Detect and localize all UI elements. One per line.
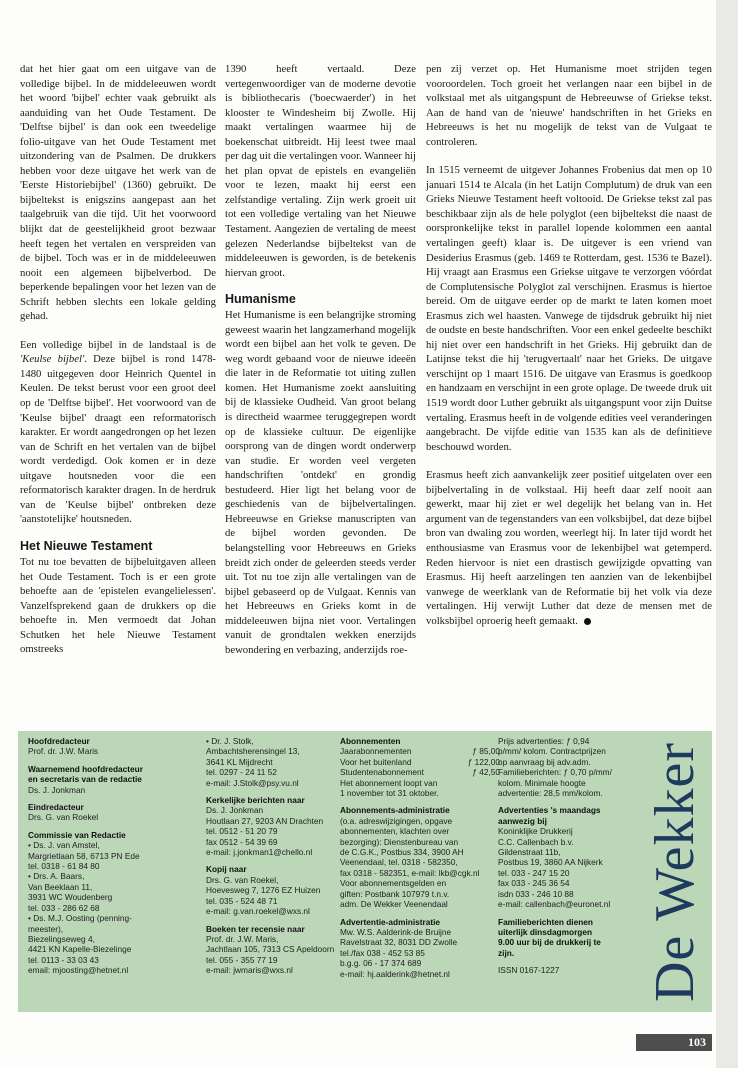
colophon-line: • Dr. J. Stolk, [206,736,254,746]
colophon-line: • Ds. M.J. Oosting (penning- [28,913,132,924]
colophon-line: fax 0512 - 54 39 69 [206,836,278,847]
article-column-1 [20,62,216,657]
colophon-heading: Waarnemend hoofdredacteur [28,763,143,774]
colophon-line: Veenendaal, tel. 0318 - 582350, [340,857,458,868]
colophon-line: Margrietlaan 58, 6713 PN Ede [28,850,140,861]
paragraph [20,338,216,527]
colophon-heading: Advertenties 's maandags [498,805,601,816]
colophon-line: b.g.g. 06 - 17 374 689 [340,958,422,969]
rate-row [340,746,500,756]
paragraph: In 1515 verneemt de uitgever Johannes Frobenius dat men op 10 januari 1514 te Alcala (in het Latijn Complutum) de druk van een Grieks Nieuwe Testament heeft voltooid. De Griekse tekst zal pas beschikbaar zijn als de hele polyglot (een bijbeltekst die naast de oorspronkelijke tekst in parallel lopende kolommen een aantal vertalingen geeft) klaar is. De uitgever is een vriend van Desiderius Erasmus (geb. 1469 te Rotterdam, gest. 1536 te Bazel). Hij vraagt aan Erasmus een Griekse uitgave te verzorgen vóórdat de Complutensische Polyglot zal verschijnen. Erasmus is hiertoe bereid. Om de uitgave eerder op de markt te laten komen moet Erasmus zich wel haasten. Vanwege de tijdsdruk gebruikt hij niet de oudste en beste handschriften. Voor een enkel gedeelte beschikt hij niet over een handschrift in het Grieks. Hij gebruikt dan de Latijnse tekst die hij 'terugvertaalt' naar het Grieks. De uitgave verschijnt op 1 maart 1516. De uitgave van Erasmus is goedkoop en handzaam en verschijnt in een grote oplage. De tweede druk uit 1519 wordt door Luther gebruikt als uitgangspunt voor zijn Duitse vertaling. Erasmus heeft in de volgende edities veel veranderingen aangebracht. De vijfde editie van 1535 kan als de definitieve beschouwd worden. [426,164,712,453]
end-mark-icon [584,618,591,625]
paragraph-text: . Deze bijbel is rond 1478-1480 uitgegeven door Heinrich Quentel in Keulen. De tekst berust voor een groot deel op de 'Delftse bijbel'. Het voorwoord van de 'Keulse bijbel' draagt een reformatorisch karakter. Er wordt aangedrongen op het lezen van de Schrift en het vertalen van de bijbel wordt verdedigd. Ook komen er in deze uitgave houtsneden voor die een reformatorisch karakter dragen. In de herdruk van de 'Keulse bijbel' ontbreken deze 'aanstotelijke' houtsneden. [20,353,216,526]
colophon-lines [498,736,638,798]
colophon-notice [498,917,638,959]
colophon-line: de C.G.K., Postbus 334, 3900 AH [340,847,464,858]
colophon-heading: Kerkelijke berichten naar [206,795,305,806]
rate-price: ƒ 122,00 [467,756,500,767]
article-column-3 [426,62,712,628]
colophon-heading: aanwezig bij [498,815,547,826]
colophon-line: isdn 033 - 246 10 88 [498,888,574,899]
colophon-line: Postbus 19, 3860 AA Nijkerk [498,857,603,868]
colophon-line: kolom. Minimale hoogte [498,777,586,788]
rate-price: ƒ 85,00 [472,746,500,757]
rate-price: ƒ 42,50 [472,767,500,778]
colophon-line: Biezelingseweg 4, [28,933,95,944]
colophon-line: op aanvraag bij adv.adm. [498,756,591,767]
colophon-line: email: mjoosting@hetnet.nl [28,965,129,976]
rate-row [340,757,500,767]
colophon-line: advertentie: 28,5 mm/kolom. [498,788,603,799]
colophon-heading: Hoofdredacteur [28,736,90,746]
paragraph-text: Erasmus heeft zich aanvankelijk zeer positief uitgelaten over een bijbelvertaling in de volkstaal. Hij heeft daar zelf nooit aan gewerkt, maar hij ziet er wel degelijk het belang van in. Het argument van de tegenstanders van een volksbijbel, dat deze bijbel bron van dwaling zou worden, weerlegt hij. In later tijd wordt het enthousiasme van Erasmus voor de lekenbijbel wat getemperd. Reden hiervoor is niet een drastisch gewijzigde opvatting van Erasmus. Hij heeft aarzelingen ten aanzien van de lekenbijbel vanwege de weerklank van de Reformatie bij het volk via deze vertalingen. Hij verwijt Luther dat deze de mensen met de volksbijbel oproerig heeft gemaakt. [426,469,712,627]
colophon-line: Koninklijke Drukkerij [498,826,573,837]
colophon-line: Jachtlaan 105, 7313 CS Apeldoorn [206,944,335,955]
rate-row [340,767,500,777]
colophon-line: tel./fax 038 - 452 53 85 [340,947,425,958]
colophon-line: C.C. Callenbach b.v. [498,836,574,847]
colophon-line: Van Beeklaan 11, [28,881,93,892]
colophon-line: tel. 035 - 524 48 71 [206,895,278,906]
colophon-box [18,731,712,1012]
colophon-line: tel. 033 - 247 15 20 [498,867,570,878]
colophon-line: fax 0318 - 582351, e-mail: lkb@cgk.nl [340,867,480,878]
colophon-heading: Abonnementen [340,736,401,746]
colophon-line: (o.a. adreswijzigingen, opgave [340,815,453,826]
colophon-lines [340,816,500,910]
colophon-line: 3641 KL Mijdrecht [206,756,273,767]
colophon-lines [206,934,348,976]
subscription-rates [340,746,500,777]
colophon-line: Drs. G. van Roekel, [206,874,279,885]
colophon-line: giften: Postbank 107979 t.n.v. [340,888,450,899]
colophon-column-subscriptions [340,736,500,979]
page-number-bar [636,1034,712,1051]
colophon-line: Familieberichten dienen [498,916,593,927]
colophon-line: e-mail: callenbach@euronet.nl [498,899,611,910]
colophon-line: bezorging): Dienstenbureau van [340,836,459,847]
colophon-line: p/mm/ kolom. Contractprijzen [498,746,606,757]
colophon-line: Prijs advertenties: ƒ 0,94 [498,736,590,746]
colophon-line: uiterlijk dinsdagmorgen [498,926,593,937]
colophon-lines [206,805,348,857]
colophon-line: Ds. J. Jonkman [206,805,264,816]
colophon-line: tel. 0512 - 51 20 79 [206,826,278,837]
colophon-line: tel. 0113 - 33 03 43 [28,954,99,965]
colophon-line: 1 november tot 31 oktober. [340,788,439,799]
scan-edge [716,0,738,1068]
colophon-line: 9.00 uur bij de drukkerij te [498,937,601,948]
paragraph: dat het hier gaat om een uitgave van de volledige bijbel. In de middeleeuwen wordt het woord 'bijbel' echter vaak gebruikt als aanduiding van het Oude Testament. De 'Delftse bijbel' is dan ook een tweedelige folio-uitgave van het Oude Testament met uitzondering van de Psalmen. De drukkers hebben voor deze uitgave het werk van de 'Eerste Historiebijbel' (1360) gebruikt. De bijbeltekst is enigszins aangepast aan het taalgebruik van die tijd. Uit het voorwoord blijkt dat de geestelijkheid groot bezwaar heeft tegen het vertalen en verspreiden van de bijbel. Toch was er in de middeleeuwen nooit een algemeen bijbelverbod. De beperkende bepalingen voor het lezen van de Schrift hebben slechts een lokale gelding gehad. [20,63,216,323]
section-heading: Het Nieuwe Testament [20,538,153,553]
section-heading: Humanisme [225,292,296,307]
paragraph: 1390 heeft vertaald. Deze vertegenwoordiger van de moderne devotie is bibliothecaris ('boecwaerder') in het klooster te Windesheim bij Zwolle. Hij maakt vertalingen waarmee hij de boekenschat uitbreidt. Hij leest twee maal per dag uit die vertalingen voor. Wanneer hij het plan opvat de epistels en evangeliën voor te lezen, maakt hij eerst een zelfstandige vertaling. Zijn werk groeit uit tot een volledige vertaling van het Nieuwe Testament. Aangezien de vertaling de meest gelezen Nederlandse bijbeltekst van de middeleeuwen is geworden, is de betekenis hiervan groot. [225,63,416,279]
colophon-line: Ambachtsherensingel 13, [206,746,300,757]
colophon-line: meester), [28,923,64,934]
colophon-line: Het abonnement loopt van [340,777,438,788]
paragraph: pen zij verzet op. Het Humanisme moet strijden tegen vooroordelen. Toch groeit het verlangen naar een bijbel in de volkstaal met als uitgangspunt de Hebreeuwse of Griekse tekst. Aan de hand van de 'nieuwe' handschriften in het Grieks en Hebreeuws is het nu mogelijk de tekst van de Vulgaat te controleren. [426,63,712,148]
colophon-line: Gildenstraat 11b, [498,847,561,858]
colophon-column-advertising [498,736,638,976]
colophon-line: Mw. W.S. Aalderink-de Bruijne [340,926,452,937]
paragraph: Het Humanisme is een belangrijke stroming geweest waarin het langzamerhand mogelijk wordt een bijbel aan het volk te geven. De weg wordt gebaand voor de nieuwe ideeën die later in de Reformatie tot uiting zullen komen. Het Humanisme zoekt aansluiting bij de klassieke Oudheid. Van groot belang is directheid waarmee teruggegrepen wordt op de klassieke cultuur. De eigenlijke oorsprong van de dingen wordt onderwerp van studie. Er worden veel vergeten handschriften 'ontdekt' en grondig bestudeerd. Hier ligt het belang voor de geschiedenis van de bijbelvertalingen. Hebreeuwse en Griekse manuscripten van de bijbel worden gevonden. De belangstelling voor Hebreeuws en Grieks breidt zich onder de geleerden steeds verder uit. Tot nu toe zijn alle vertalingen van de bijbel gebaseerd op de Vulgaat. Kennis van het Hebreeuws en Grieks komt in de middeleeuwen bijna niet voor. Vertalingen vanuit de grondtalen wekken enerzijds bewondering en verbazing, anderzijds roe- [225,309,416,656]
colophon-line: tel. 0297 - 24 11 52 [206,767,277,778]
colophon-line: e-mail: jwmaris@wxs.nl [206,965,293,976]
colophon-lines [206,875,348,917]
colophon-line: Voor abonnementsgelden en [340,878,447,889]
colophon-column-contacts [206,736,348,976]
colophon-line: Drs. G. van Roekel [28,812,99,823]
article-column-2 [225,62,416,657]
colophon-line: Ravelstraat 32, 8031 DD Zwolle [340,937,458,948]
colophon-lines [28,840,178,975]
paragraph-text: Een volledige bijbel in de landstaal is de [20,338,216,351]
colophon-line: tel. 033 - 286 62 68 [28,902,100,913]
colophon-line: 4421 KN Kapelle-Biezelinge [28,944,132,955]
colophon-heading: en secretaris van de redactie [28,774,142,785]
colophon-lines [206,736,348,788]
colophon-line: zijn. [498,947,515,958]
colophon-lines [340,778,500,799]
paragraph [426,468,712,628]
logo-text: De Wekker [644,741,707,1002]
colophon-line: e-mail: J.Stolk@psy.vu.nl [206,777,299,788]
colophon-heading: Advertentie-administratie [340,916,441,927]
colophon-lines [498,826,638,909]
colophon-line: adm. De Wekker Veenendaal [340,899,448,910]
colophon-line: e-mail: j.jonkman1@chello.nl [206,847,313,858]
colophon-line: Hoevesweg 7, 1276 EZ Huizen [206,885,321,896]
colophon-heading: Kopij naar [206,864,247,875]
page-number: 103 [688,1035,706,1049]
issn: ISSN 0167-1227 [498,965,560,976]
rate-label: Voor het buitenland [340,756,412,767]
colophon-line: • Ds. J. van Amstel, [28,840,100,851]
de-wekker-logo [644,731,707,1012]
colophon-line: tel. 055 - 355 77 19 [206,954,278,965]
rate-label: Jaarabonnementen [340,746,412,757]
colophon-line: Prof. dr. J.W. Maris [28,746,99,757]
colophon-line: Ds. J. Jonkman [28,784,86,795]
colophon-line: e-mail: g.van.roekel@wxs.nl [206,906,310,917]
colophon-line: 3931 WC Woudenberg [28,892,113,903]
paragraph: Tot nu toe bevatten de bijbeluitgaven alleen het Oude Testament. Toch is er een grote behoefte aan de 'epistelen evangelielessen'. Vanzelfsprekend gaan de drukkers op die behoefte in. Men vermoedt dat Johan Schutken het hele Nieuwe Testament omstreeks [20,555,216,656]
colophon-heading: Abonnements-administratie [340,805,450,816]
colophon-line: Prof. dr. J.W. Maris, [206,933,279,944]
colophon-line: abonnementen, klachten over [340,826,450,837]
colophon-heading: Commissie van Redactie [28,829,126,840]
rate-label: Studentenabonnement [340,767,424,778]
colophon-line: fax 033 - 245 36 54 [498,878,570,889]
emphasis: 'Keulse bijbel' [20,353,85,366]
colophon-lines [340,927,500,979]
colophon-line: • Drs. A. Baars, [28,871,85,882]
colophon-line: tel. 0318 - 61 84 80 [28,861,100,872]
colophon-line: Familieberichten: ƒ 0,70 p/mm/ [498,767,612,778]
colophon-column-editors [28,736,178,976]
colophon-line: Houtlaan 27, 9203 AN Drachten [206,815,324,826]
colophon-heading: Boeken ter recensie naar [206,923,305,934]
colophon-heading: Eindredacteur [28,802,84,813]
colophon-line: e-mail: hj.aalderink@hetnet.nl [340,968,450,979]
